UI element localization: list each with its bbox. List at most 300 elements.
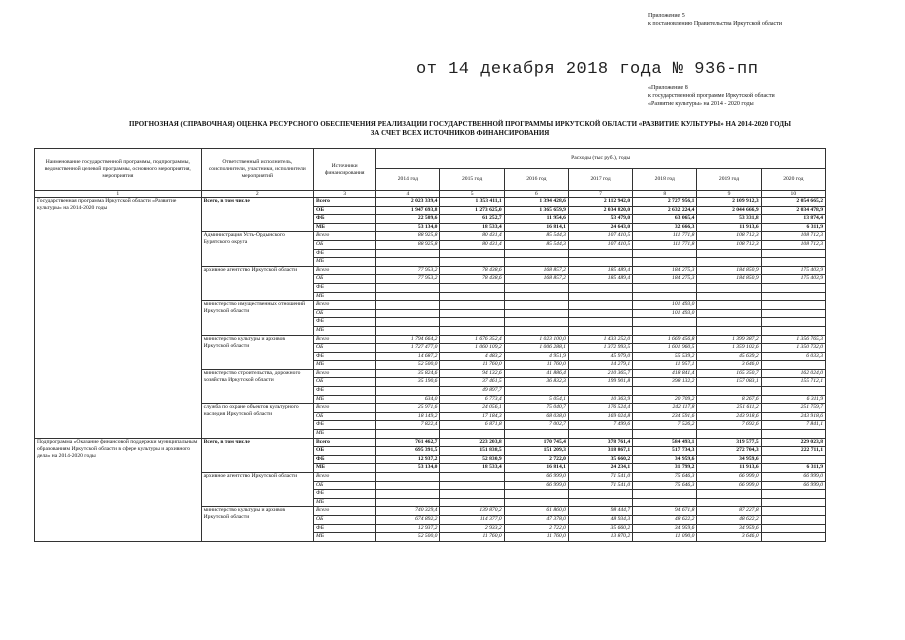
value-cell <box>633 292 697 301</box>
value-cell <box>761 533 825 542</box>
subprogram-name: Подпрограмма «Оказание финансовой поддержки муниципальным образованиям Иркутской области в сфере культуры и архивного дела» на 2014-2020 годы <box>35 438 202 541</box>
value-cell: 66 999,0 <box>697 473 761 482</box>
value-cell: 18 533,4 <box>440 464 504 473</box>
value-cell: 16 814,1 <box>504 223 568 232</box>
value-cell <box>697 301 761 310</box>
value-cell: 157 083,1 <box>697 378 761 387</box>
executor-cell: архивное агентство Иркутской области <box>201 473 313 507</box>
value-cell: 53 134,0 <box>376 464 440 473</box>
source-cell: Всего <box>314 507 376 516</box>
value-cell: 108 712,3 <box>697 232 761 241</box>
value-cell <box>440 498 504 507</box>
annex-reference: к постановлению Правительства Иркутской области <box>648 21 782 27</box>
value-cell <box>761 249 825 258</box>
value-cell: 165 350,7 <box>697 369 761 378</box>
value-cell <box>761 258 825 267</box>
source-cell: ФБ <box>314 455 376 464</box>
table-row <box>35 198 826 207</box>
value-cell: 6 871,8 <box>440 421 504 430</box>
value-cell: 584 493,1 <box>633 438 697 447</box>
value-cell <box>440 430 504 439</box>
value-cell: 185 489,4 <box>568 275 632 284</box>
value-cell <box>633 249 697 258</box>
source-cell: ОБ <box>314 412 376 421</box>
column-number: 9 <box>697 191 761 198</box>
value-cell: 77 953,2 <box>376 266 440 275</box>
value-cell <box>568 387 632 396</box>
value-cell: 77 953,2 <box>376 275 440 284</box>
value-cell: 66 999,0 <box>761 481 825 490</box>
value-cell: 1 273 625,0 <box>440 206 504 215</box>
header-expenses: Расходы (тыс руб.), годы <box>376 149 826 169</box>
value-cell: 1 365 659,9 <box>504 206 568 215</box>
value-cell <box>504 249 568 258</box>
value-cell <box>504 301 568 310</box>
source-cell: Всего <box>314 266 376 275</box>
value-cell <box>440 258 504 267</box>
value-cell <box>568 430 632 439</box>
value-cell <box>761 498 825 507</box>
value-cell: 175 403,9 <box>761 266 825 275</box>
value-cell: 168 857,2 <box>504 266 568 275</box>
value-cell <box>440 301 504 310</box>
value-cell: 66 999,0 <box>504 481 568 490</box>
value-cell <box>568 301 632 310</box>
document-title <box>30 120 890 138</box>
value-cell: 2 933,2 <box>440 524 504 533</box>
source-cell: МБ <box>314 464 376 473</box>
value-cell <box>568 498 632 507</box>
value-cell <box>440 309 504 318</box>
value-cell: 35 190,6 <box>376 378 440 387</box>
value-cell <box>376 283 440 292</box>
value-cell <box>504 498 568 507</box>
value-cell: 34 959,6 <box>633 455 697 464</box>
value-cell: 68 038,0 <box>504 412 568 421</box>
value-cell: 45 979,0 <box>568 352 632 361</box>
table-row <box>35 438 826 447</box>
executor-cell: Администрация Усть-Ордынского Бурятского округа <box>201 232 313 266</box>
value-cell: 740 329,4 <box>376 507 440 516</box>
value-cell: 71 541,0 <box>568 473 632 482</box>
value-cell <box>761 515 825 524</box>
value-cell: 34 959,6 <box>633 524 697 533</box>
executor-cell: архивное агентство Иркутской области <box>201 266 313 300</box>
value-cell <box>697 490 761 499</box>
column-number: 5 <box>440 191 504 198</box>
value-cell: 1 394 428,6 <box>504 198 568 207</box>
value-cell <box>376 430 440 439</box>
value-cell: 11 760,0 <box>504 361 568 370</box>
value-cell: 1 060 109,2 <box>440 344 504 353</box>
value-cell: 52 500,0 <box>376 361 440 370</box>
value-cell: 1 399 387,2 <box>697 335 761 344</box>
value-cell: 1 356 765,3 <box>761 335 825 344</box>
value-cell: 175 403,9 <box>761 275 825 284</box>
value-cell: 88 925,8 <box>376 240 440 249</box>
value-cell: 52 500,0 <box>376 533 440 542</box>
value-cell: 695 391,5 <box>376 447 440 456</box>
value-cell: 111 771,8 <box>633 232 697 241</box>
source-cell: ОБ <box>314 344 376 353</box>
value-cell <box>697 318 761 327</box>
value-cell: 11 760,0 <box>504 533 568 542</box>
value-cell: 107 410,5 <box>568 240 632 249</box>
value-cell: 8 267,6 <box>697 395 761 404</box>
source-cell: ОБ <box>314 206 376 215</box>
value-cell: 32 666,3 <box>633 223 697 232</box>
value-cell <box>376 249 440 258</box>
value-cell: 1 353 411,1 <box>440 198 504 207</box>
source-cell: ФБ <box>314 215 376 224</box>
value-cell: 243 918,6 <box>761 412 825 421</box>
value-cell <box>376 481 440 490</box>
value-cell: 35 660,2 <box>568 524 632 533</box>
value-cell: 85 544,3 <box>504 232 568 241</box>
value-cell: 199 901,8 <box>568 378 632 387</box>
value-cell <box>633 387 697 396</box>
value-cell: 6 311,9 <box>761 223 825 232</box>
value-cell <box>504 309 568 318</box>
value-cell: 3 646,0 <box>697 533 761 542</box>
executor-cell: министерство имущественных отношений Иркутской области <box>201 301 313 335</box>
source-cell: МБ <box>314 533 376 542</box>
source-cell: Всего <box>314 473 376 482</box>
value-cell: 674 892,2 <box>376 515 440 524</box>
source-cell: Всего <box>314 335 376 344</box>
value-cell: 7 841,1 <box>761 421 825 430</box>
value-cell: 185 489,4 <box>568 266 632 275</box>
value-cell: 1 601 960,5 <box>633 344 697 353</box>
value-cell: 98 444,7 <box>568 507 632 516</box>
executor-cell: министерство культуры и архивов Иркутской области <box>201 507 313 541</box>
value-cell: 2 034 478,9 <box>761 206 825 215</box>
value-cell <box>568 292 632 301</box>
value-cell: 2 722,0 <box>504 455 568 464</box>
value-cell: 398 132,2 <box>633 378 697 387</box>
value-cell: 517 734,3 <box>633 447 697 456</box>
value-cell: 101 493,0 <box>633 301 697 310</box>
title-line-2: ЗА СЧЕТ ВСЕХ ИСТОЧНИКОВ ФИНАНСИРОВАНИЯ <box>370 129 550 137</box>
value-cell: 78 438,6 <box>440 275 504 284</box>
column-number: 7 <box>568 191 632 198</box>
value-cell <box>697 430 761 439</box>
column-number: 8 <box>633 191 697 198</box>
value-cell <box>376 301 440 310</box>
value-cell <box>761 283 825 292</box>
value-cell: 5 054,1 <box>504 395 568 404</box>
value-cell <box>697 387 761 396</box>
executor-cell: служба по охране объектов культурного наследия Иркутской области <box>201 404 313 438</box>
value-cell: 2 044 666,9 <box>697 206 761 215</box>
value-cell: 14 279,1 <box>568 361 632 370</box>
value-cell: 75 646,3 <box>633 481 697 490</box>
value-cell: 78 438,6 <box>440 266 504 275</box>
value-cell: 80 431,4 <box>440 232 504 241</box>
header-executor: Ответственный исполнитель, соисполнители, участники, исполнители мероприятий <box>201 149 313 191</box>
value-cell <box>376 292 440 301</box>
value-cell <box>761 326 825 335</box>
value-cell: 1 727 477,0 <box>376 344 440 353</box>
source-cell: ФБ <box>314 387 376 396</box>
value-cell: 1 006 288,1 <box>504 344 568 353</box>
source-cell: Всего <box>314 369 376 378</box>
header-year: 2015 год <box>440 169 504 191</box>
value-cell: 53 331,8 <box>697 215 761 224</box>
value-cell: 151 209,3 <box>504 447 568 456</box>
value-cell: 11 760,0 <box>440 533 504 542</box>
annex2-reference: к государственной программе Иркутской области <box>648 93 775 99</box>
value-cell <box>761 507 825 516</box>
executor-cell: Всего, в том числе <box>201 438 313 472</box>
column-number: 3 <box>314 191 376 198</box>
source-cell: Всего <box>314 301 376 310</box>
value-cell: 11 957,1 <box>633 361 697 370</box>
source-cell: ФБ <box>314 524 376 533</box>
value-cell: 170 745,4 <box>504 438 568 447</box>
value-cell <box>376 258 440 267</box>
value-cell: 2 722,0 <box>504 524 568 533</box>
value-cell: 101 493,0 <box>633 309 697 318</box>
value-cell: 251 759,7 <box>761 404 825 413</box>
value-cell: 107 410,5 <box>568 232 632 241</box>
value-cell <box>697 258 761 267</box>
value-cell: 34 959,6 <box>697 455 761 464</box>
value-cell <box>504 258 568 267</box>
value-cell: 22 509,6 <box>376 215 440 224</box>
value-cell: 1 359 102,6 <box>697 344 761 353</box>
value-cell: 55 539,2 <box>633 352 697 361</box>
source-cell: ОБ <box>314 447 376 456</box>
source-cell: ОБ <box>314 481 376 490</box>
value-cell <box>440 292 504 301</box>
value-cell: 94 132,6 <box>440 369 504 378</box>
value-cell: 48 622,2 <box>697 515 761 524</box>
source-cell: ОБ <box>314 378 376 387</box>
value-cell: 3 646,0 <box>697 361 761 370</box>
column-number: 1 <box>35 191 202 198</box>
header-year: 2019 год <box>697 169 761 191</box>
value-cell <box>761 361 825 370</box>
value-cell: 24 234,1 <box>568 464 632 473</box>
value-cell: 18 149,2 <box>376 412 440 421</box>
value-cell <box>376 326 440 335</box>
value-cell <box>761 292 825 301</box>
value-cell: 418 841,4 <box>633 369 697 378</box>
value-cell <box>697 292 761 301</box>
value-cell <box>440 473 504 482</box>
value-cell: 47 378,0 <box>504 515 568 524</box>
value-cell: 11 954,6 <box>504 215 568 224</box>
value-cell: 2 727 956,1 <box>633 198 697 207</box>
value-cell: 41 886,4 <box>504 369 568 378</box>
value-cell: 184 275,3 <box>633 266 697 275</box>
value-cell <box>440 490 504 499</box>
source-cell: ОБ <box>314 309 376 318</box>
value-cell: 85 544,3 <box>504 240 568 249</box>
column-number: 6 <box>504 191 568 198</box>
value-cell: 2 632 224,4 <box>633 206 697 215</box>
value-cell: 114 377,0 <box>440 515 504 524</box>
value-cell: 184 850,9 <box>697 275 761 284</box>
header-year: 2018 год <box>633 169 697 191</box>
value-cell: 48 934,3 <box>568 515 632 524</box>
value-cell: 761 462,7 <box>376 438 440 447</box>
title-line-1: ПРОГНОЗНАЯ (СПРАВОЧНАЯ) ОЦЕНКА РЕСУРСНОГО ОБЕСПЕЧЕНИЯ РЕАЛИЗАЦИИ ГОСУДАРСТВЕННОЙ ПРОГРАММЫ ИРКУТСКОЙ ОБЛАСТИ «РАЗВИТИЕ КУЛЬТУРЫ» НА 2014-2020 ГОДЫ <box>129 120 791 128</box>
value-cell: 318 867,1 <box>568 447 632 456</box>
value-cell: 272 704,3 <box>697 447 761 456</box>
value-cell: 1 372 993,5 <box>568 344 632 353</box>
source-cell: ФБ <box>314 352 376 361</box>
value-cell <box>697 249 761 258</box>
value-cell: 35 824,6 <box>376 369 440 378</box>
value-cell <box>761 387 825 396</box>
value-cell <box>376 309 440 318</box>
value-cell <box>376 318 440 327</box>
value-cell <box>633 430 697 439</box>
source-cell: МБ <box>314 326 376 335</box>
value-cell: 6 033,3 <box>761 352 825 361</box>
column-number: 2 <box>201 191 313 198</box>
value-cell: 36 832,3 <box>504 378 568 387</box>
value-cell: 37 461,5 <box>440 378 504 387</box>
value-cell <box>633 318 697 327</box>
value-cell: 176 524,4 <box>568 404 632 413</box>
value-cell: 66 999,0 <box>697 481 761 490</box>
value-cell: 139 870,2 <box>440 507 504 516</box>
executor-cell: министерство строительства, дорожного хозяйства Иркутской области <box>201 369 313 403</box>
value-cell: 184 850,9 <box>697 266 761 275</box>
header-year: 2017 год <box>568 169 632 191</box>
value-cell <box>697 498 761 507</box>
value-cell: 4 483,2 <box>440 352 504 361</box>
value-cell: 45 639,2 <box>697 352 761 361</box>
value-cell: 1 669 456,8 <box>633 335 697 344</box>
source-cell: МБ <box>314 395 376 404</box>
value-cell: 20 709,2 <box>633 395 697 404</box>
value-cell <box>761 490 825 499</box>
value-cell: 80 431,4 <box>440 240 504 249</box>
value-cell: 6 311,9 <box>761 464 825 473</box>
header-program-name: Наименование государственной программы, подпрограммы, ведомственной целевой программы, основного мероприятия, мероприятия <box>35 149 202 191</box>
value-cell <box>504 490 568 499</box>
resource-table <box>34 148 826 542</box>
source-cell: Всего <box>314 438 376 447</box>
value-cell: 61 252,7 <box>440 215 504 224</box>
value-cell: 1 794 664,2 <box>376 335 440 344</box>
value-cell: 48 622,2 <box>633 515 697 524</box>
annex-block <box>648 12 898 28</box>
header-year: 2014 год <box>376 169 440 191</box>
source-cell: ФБ <box>314 249 376 258</box>
value-cell: 210 365,7 <box>568 369 632 378</box>
value-cell <box>376 498 440 507</box>
value-cell: 52 830,9 <box>440 455 504 464</box>
value-cell: 111 771,8 <box>633 240 697 249</box>
source-cell: МБ <box>314 258 376 267</box>
value-cell: 6 311,9 <box>761 395 825 404</box>
value-cell: 634,0 <box>376 395 440 404</box>
value-cell: 12 937,2 <box>376 524 440 533</box>
value-cell: 7 002,7 <box>504 421 568 430</box>
value-cell <box>440 283 504 292</box>
value-cell <box>761 524 825 533</box>
source-cell: МБ <box>314 361 376 370</box>
value-cell: 35 660,2 <box>568 455 632 464</box>
value-cell: 2 109 912,3 <box>697 198 761 207</box>
value-cell: 75 646,3 <box>633 473 697 482</box>
value-cell: 2 034 820,0 <box>568 206 632 215</box>
value-cell <box>697 283 761 292</box>
value-cell: 34 959,6 <box>697 524 761 533</box>
value-cell: 11 090,0 <box>633 533 697 542</box>
value-cell: 2 054 665,2 <box>761 198 825 207</box>
value-cell: 2 023 339,4 <box>376 198 440 207</box>
value-cell: 108 712,3 <box>761 232 825 241</box>
value-cell: 53 479,0 <box>568 215 632 224</box>
source-cell: МБ <box>314 430 376 439</box>
value-cell: 169 024,8 <box>568 412 632 421</box>
value-cell <box>761 318 825 327</box>
value-cell: 24 056,1 <box>440 404 504 413</box>
value-cell <box>440 481 504 490</box>
value-cell: 66 999,0 <box>504 473 568 482</box>
value-cell: 151 838,5 <box>440 447 504 456</box>
value-cell <box>568 318 632 327</box>
value-cell: 222 711,1 <box>761 447 825 456</box>
value-cell <box>376 473 440 482</box>
column-number: 4 <box>376 191 440 198</box>
value-cell: 108 712,3 <box>697 240 761 249</box>
value-cell: 251 611,2 <box>697 404 761 413</box>
value-cell: 17 184,3 <box>440 412 504 421</box>
value-cell <box>761 455 825 464</box>
program-name: Государственная программа Иркутской области «Развитие культуры» на 2014-2020 годы <box>35 198 202 439</box>
value-cell: 63 065,4 <box>633 215 697 224</box>
source-cell: Всего <box>314 232 376 241</box>
value-cell <box>761 430 825 439</box>
value-cell: 49 897,7 <box>440 387 504 396</box>
value-cell <box>376 490 440 499</box>
value-cell: 7 499,6 <box>568 421 632 430</box>
annex2-number: «Приложение 8 <box>648 85 688 91</box>
value-cell: 4 951,9 <box>504 352 568 361</box>
value-cell: 61 860,0 <box>504 507 568 516</box>
value-cell <box>633 283 697 292</box>
annex-number: Приложение 5 <box>648 13 685 19</box>
value-cell: 16 814,1 <box>504 464 568 473</box>
source-cell: ОБ <box>314 275 376 284</box>
value-cell: 1 947 693,8 <box>376 206 440 215</box>
value-cell <box>633 326 697 335</box>
value-cell <box>440 249 504 258</box>
value-cell: 162 024,0 <box>761 369 825 378</box>
value-cell: 378 761,4 <box>568 438 632 447</box>
source-cell: МБ <box>314 292 376 301</box>
column-number: 10 <box>761 191 825 198</box>
value-cell <box>568 326 632 335</box>
value-cell <box>568 309 632 318</box>
value-cell <box>568 249 632 258</box>
header-funding-source: Источники финансирования <box>314 149 376 191</box>
value-cell <box>761 301 825 310</box>
value-cell: 88 925,8 <box>376 232 440 241</box>
value-cell <box>440 326 504 335</box>
value-cell: 243 918,6 <box>697 412 761 421</box>
value-cell: 184 275,3 <box>633 275 697 284</box>
value-cell <box>761 309 825 318</box>
source-cell: ФБ <box>314 421 376 430</box>
